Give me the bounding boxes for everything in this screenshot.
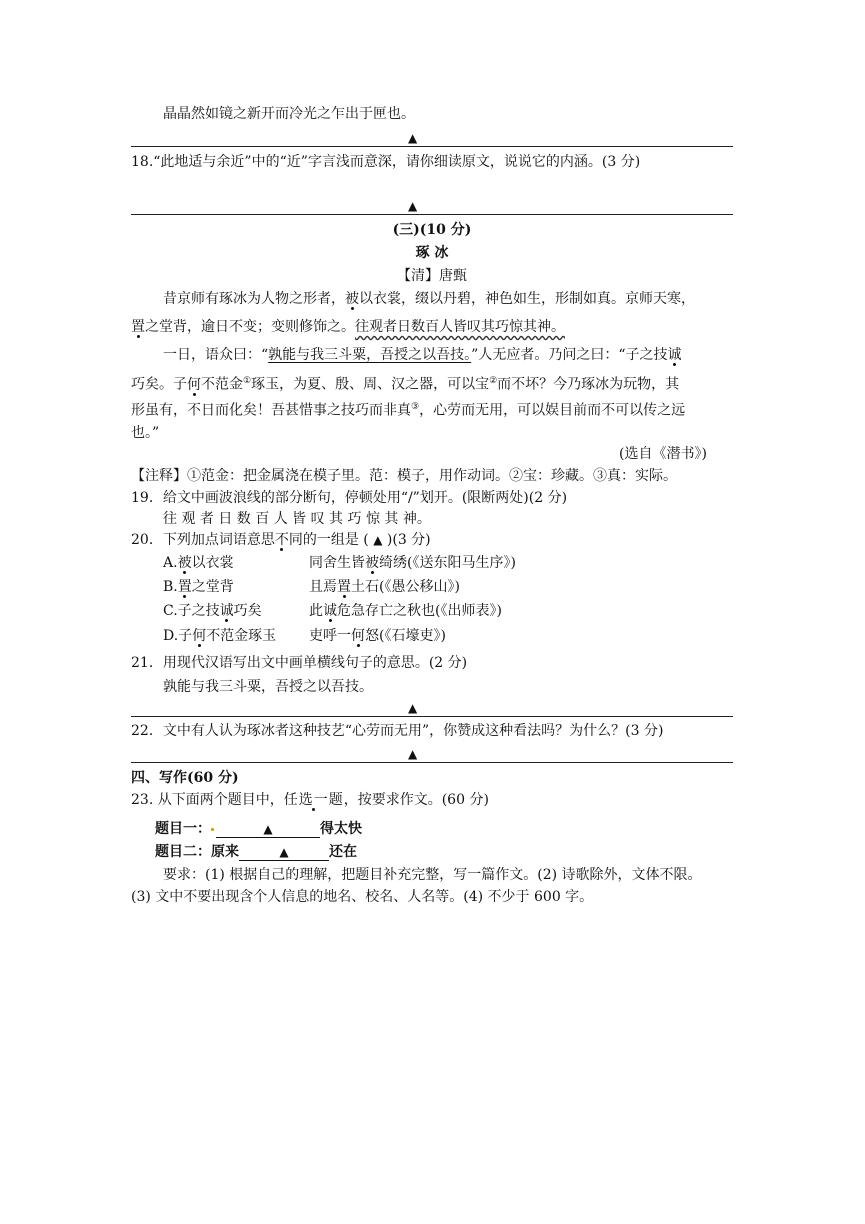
option-b-compare: 且焉置土石(《愚公移山》) bbox=[309, 579, 460, 595]
passage-line: 一日，语众曰：“孰能与我三斗粟，吾授之以吾技。”人无应者。乃问之曰：“子之技诚 bbox=[163, 347, 682, 363]
option-b: B.置之堂背 bbox=[163, 579, 234, 595]
question-21-sentence: 孰能与我三斗粟，吾授之以吾技。 bbox=[163, 679, 373, 695]
requirements-line: 要求：(1) 根据自己的理解，把题目补充完整，写一篇作文。(2) 诗歌除外，文体不限。 bbox=[163, 867, 702, 883]
annotation-notes: 【注释】①范金：把金属浇在模子里。范：模子，用作动词。②宝：珍藏。③真：实际。 bbox=[131, 468, 677, 484]
intro-line: 晶晶然如镜之新开而冷光之乍出于匣也。 bbox=[163, 106, 415, 122]
question-21: 21．用现代汉语写出文中画单横线句子的意思。(2 分) bbox=[131, 655, 468, 671]
question-22: 22．文中有人认为琢冰者这种技艺“心劳而无用”，你赞成这种看法吗？为什么？(3 分) bbox=[131, 723, 664, 739]
passage-title: 琢 冰 bbox=[415, 245, 449, 261]
source-citation: (选自《潜书》) bbox=[619, 446, 707, 462]
option-c: C.子之技诚巧矣 bbox=[163, 603, 262, 619]
question-20: 20．下列加点词语意思不同的一组是 ( ▲ )(3 分) bbox=[131, 532, 431, 548]
answer-marker: ▲ bbox=[408, 701, 418, 715]
writing-section-heading: 四、写作(60 分) bbox=[131, 770, 239, 786]
divider bbox=[131, 146, 733, 147]
requirements-line: (3) 文中不要出现含个人信息的地名、校名、人名等。(4) 不少于 600 字。 bbox=[131, 889, 594, 905]
question-23: 23. 从下面两个题目中，任选一题，按要求作文。(60 分) bbox=[131, 792, 489, 808]
option-d: D.子何不范金琢玉 bbox=[163, 628, 277, 644]
topic-one: 题目一： ▲ 得太快 bbox=[155, 821, 362, 837]
question-19: 19．给文中画波浪线的部分断句，停顿处用“/”划开。(限断两处)(2 分) bbox=[131, 490, 568, 506]
passage-line: 置之堂背，逾日不变；变则修饰之。往观者日数百人皆叹其巧惊其神。 bbox=[131, 319, 565, 335]
marker-dot bbox=[211, 828, 214, 831]
option-a: A.被以衣裳 bbox=[163, 555, 234, 571]
underlined-sentence: 孰能与我三斗粟，吾授之以吾技。 bbox=[268, 347, 472, 363]
passage-author: 【清】唐甄 bbox=[397, 268, 467, 284]
option-a-compare: 同舍生皆被绮绣(《送东阳马生序》) bbox=[309, 555, 516, 571]
answer-marker: ▲ bbox=[408, 131, 418, 145]
answer-marker: ▲ bbox=[408, 747, 418, 761]
option-c-compare: 此诚危急存亡之秋也(《出师表》) bbox=[309, 603, 502, 619]
section-heading: (三)(10 分) bbox=[392, 222, 472, 238]
divider bbox=[131, 214, 733, 215]
answer-marker: ▲ bbox=[373, 533, 383, 547]
option-d-compare: 吏呼一何怒(《石壕吏》) bbox=[309, 628, 446, 644]
topic-two-blank: ▲ bbox=[239, 844, 329, 861]
topic-two: 题目二：原来 ▲ 还在 bbox=[155, 844, 357, 860]
question-19-sentence: 往 观 者 日 数 百 人 皆 叹 其 巧 惊 其 神。 bbox=[163, 511, 431, 527]
passage-line: 巧矣。子何不范金①琢玉，为夏、殷、周、汉之器，可以宝②而不坏？今乃琢冰为玩物，其 bbox=[131, 376, 680, 393]
passage-line: 也。” bbox=[131, 425, 160, 441]
divider bbox=[131, 716, 733, 717]
divider bbox=[131, 762, 733, 763]
passage-line: 昔京师有琢冰为人物之形者，被以衣裳，缀以丹碧，神色如生，形制如真。京师天寒， bbox=[163, 291, 695, 307]
topic-one-blank: ▲ bbox=[216, 821, 320, 838]
wavy-underlined-sentence: 往观者日数百人皆叹其巧惊其神。 bbox=[355, 319, 565, 335]
passage-line: 形虽有，不日而化矣！吾甚惜事之技巧而非真③，心劳而无用，可以娱目前而不可以传之远 bbox=[131, 402, 686, 419]
answer-marker: ▲ bbox=[408, 199, 418, 213]
question-18: 18.“此地适与余近”中的“近”字言浅而意深，请你细读原文，说说它的内涵。(3 分) bbox=[131, 154, 641, 170]
